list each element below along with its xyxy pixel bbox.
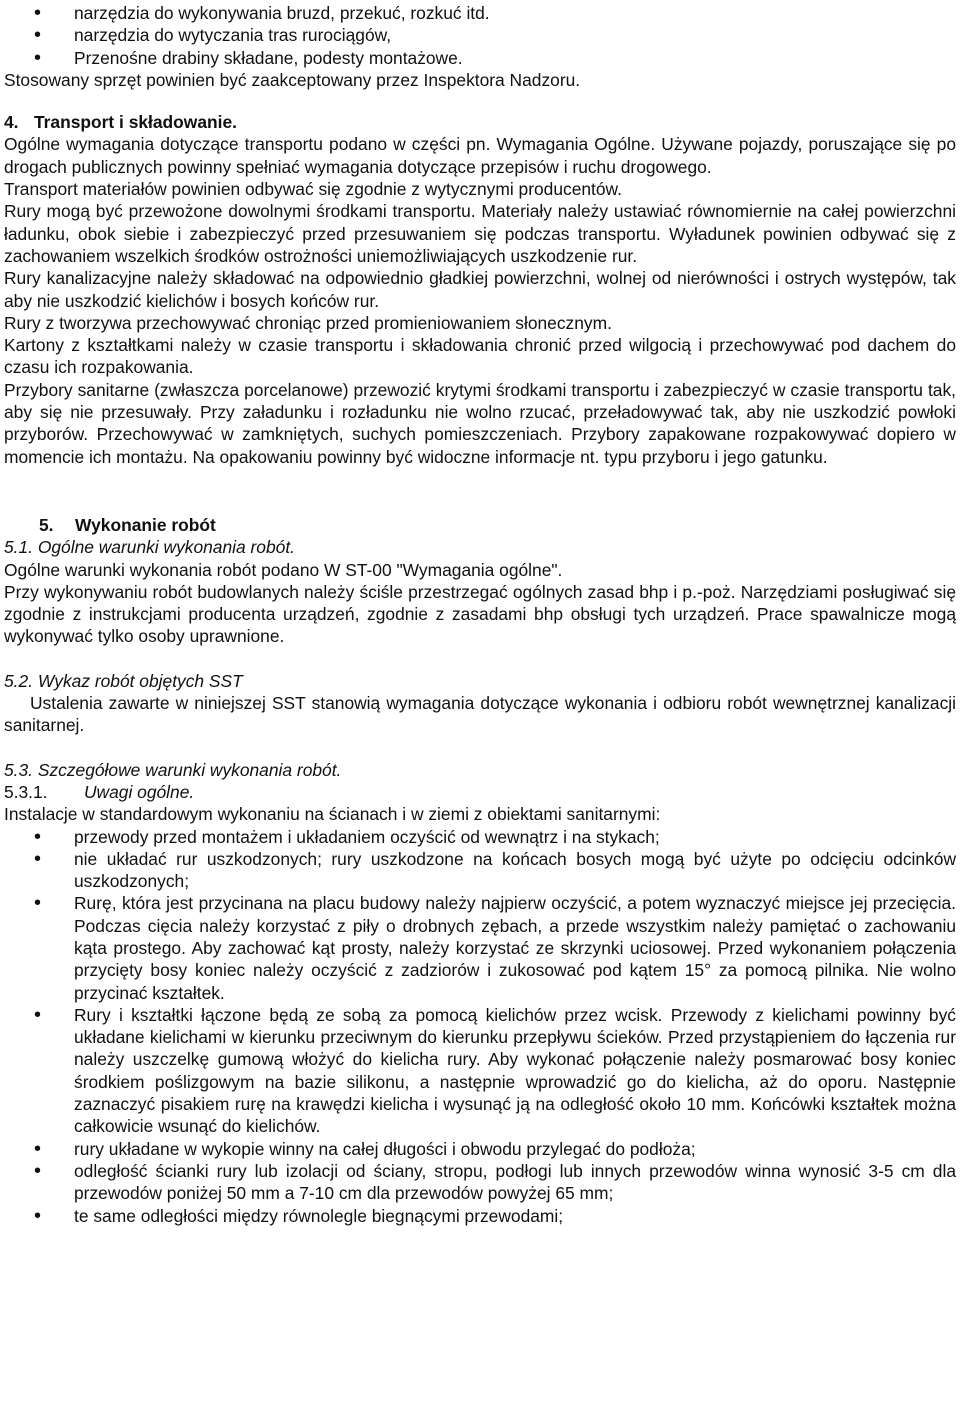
list-item: • odległość ścianki rury lub izolacji od ściany, stropu, podłogi lub innych przewodów winna wynosić 3-5 cm dla przewodów poniżej 50 mm a 7-10 cm dla przewodów powyżej 65 mm; bbox=[4, 1160, 956, 1205]
subsection-5-1-heading: 5.1. Ogólne warunki wykonania robót. bbox=[4, 537, 295, 558]
paragraph: Ustalenia zawarte w niniejszej SST stanowią wymagania dotyczące wykonania i odbioru robót wewnętrznej kanalizacji sanitarnej. bbox=[4, 693, 956, 736]
list-item: • te same odległości między równolegle biegnącymi przewodami; bbox=[4, 1205, 956, 1227]
section-number: 4. bbox=[4, 112, 19, 133]
list-item: • Rurę, która jest przycinana na placu budowy należy najpierw oczyścić, a potem wyznaczyć miejsce jej przecięcia. Podczas cięcia należy korzystać z piły o drobnych zębach, a przede wszystkim należy pamiętać o zachowaniu kąta prostego. Aby zachować kąt prosty, należy korzystać ze skrzynki uciosowej. Przed wykonaniem połączenia przycięty bosy koniec należy oczyścić z zadziorów i zukosować pod kątem 15° za pomocą pilnika. Nie wolno przycinać kształtek. bbox=[4, 892, 956, 1003]
equipment-note: Stosowany sprzęt powinien być zaakceptowany przez Inspektora Nadzoru. bbox=[4, 69, 581, 90]
paragraph: Ogólne wymagania dotyczące transportu podano w części pn. Wymagania Ogólne. Używane pojazdy, poruszające się po drogach publicznych powinny spełniać wymagania dotyczące przepisów i ruchu drogowego. bbox=[4, 134, 956, 177]
paragraph: Transport materiałów powinien odbywać się zgodnie z wytycznymi producentów. bbox=[4, 179, 622, 200]
subsection-5-3-1-heading bbox=[4, 781, 956, 803]
list-item: • przewody przed montażem i układaniem oczyścić od wewnątrz i na stykach; bbox=[4, 826, 956, 848]
section-5-heading bbox=[4, 514, 956, 536]
subsection-number: 5.3.1. bbox=[4, 781, 48, 802]
list-item: • narzędzia do wykonywania bruzd, przekuć, rozkuć itd. bbox=[4, 2, 956, 24]
paragraph: Kartony z kształtkami należy w czasie transportu i składowania chronić przed wilgocią i przechowywać pod dachem do czasu ich rozpakowania. bbox=[4, 335, 956, 378]
installation-rules-list bbox=[4, 826, 956, 1227]
list-item: • Rury i kształtki łączone będą ze sobą za pomocą kielichów przez wcisk. Przewody z kielichami powinny być układane kielichami w kierunku przeciwnym do kierunku przepływu ścieków. Przed przystąpieniem do łączenia rur należy uszczelkę gumową włożyć do kielicha rury. Aby wykonać połączenie należy posmarować bosy koniec środkiem poślizgowym na bazie silikonu, a następnie wprowadzić go do kielicha, aż do oporu. Następnie zaznaczyć pisakiem rurę na krawędzi kielicha i wysunąć ją na odległość około 10 mm. Końcówki kształtek można całkowicie wsunąć do kielichów. bbox=[4, 1004, 956, 1138]
section-title: Wykonanie robót bbox=[75, 514, 216, 535]
section-number: 5. bbox=[39, 514, 54, 535]
paragraph: Instalacje w standardowym wykonaniu na ścianach i w ziemi z obiektami sanitarnymi: bbox=[4, 804, 661, 825]
list-item: • narzędzia do wytyczania tras rurociągów, bbox=[4, 24, 956, 46]
section-4-heading bbox=[4, 111, 956, 133]
section-title: Transport i składowanie. bbox=[34, 112, 237, 133]
equipment-list bbox=[4, 2, 956, 69]
paragraph: Ogólne warunki wykonania robót podano W ST-00 "Wymagania ogólne". bbox=[4, 559, 563, 580]
subsection-5-3-heading: 5.3. Szczegółowe warunki wykonania robót. bbox=[4, 759, 342, 780]
paragraph: Rury mogą być przewożone dowolnymi środkami transportu. Materiały należy ustawiać równomiernie na całej powierzchni ładunku, obok siebie i zabezpieczyć przed przesuwaniem się podczas transportu. Wyładunek powinien odbywać się z zachowaniem wszelkich środków ostrożności uniemożliwiających uszkodzenie rur. bbox=[4, 201, 956, 266]
subsection-5-2-heading: 5.2. Wykaz robót objętych SST bbox=[4, 670, 243, 691]
paragraph: Przybory sanitarne (zwłaszcza porcelanowe) przewozić krytymi środkami transportu i zabezpieczyć w czasie transportu tak, aby się nie przesuwały. Przy załadunku i rozładunku nie wolno rzucać, przeładowywać tak, aby nie uszkodzić powłoki przyborów. Przechowywać w zamkniętych, suchych pomieszczeniach. Przybory zapakowane rozpakowywać dopiero w momencie ich montażu. Na opakowaniu powinny być widoczne informacje nt. typu przyboru i jego gatunku. bbox=[4, 379, 956, 467]
document-page bbox=[4, 0, 956, 1227]
paragraph: Rury kanalizacyjne należy składować na odpowiednio gładkiej powierzchni, wolnej od nierówności i ostrych występów, tak aby nie uszkodzić kielichów i bosych końców rur. bbox=[4, 268, 956, 311]
subsection-title: Uwagi ogólne. bbox=[84, 781, 195, 802]
list-item: • Przenośne drabiny składane, podesty montażowe. bbox=[4, 47, 956, 69]
list-item: • rury układane w wykopie winny na całej długości i obwodu przylegać do podłoża; bbox=[4, 1138, 956, 1160]
paragraph: Przy wykonywaniu robót budowlanych należy ściśle przestrzegać ogólnych zasad bhp i p.-poż. Narzędziami posługiwać się zgodnie z instrukcjami producenta urządzeń, zgodnie z zasadami bhp obsługi tych urządzeń. Prace spawalnicze mogą wykonywać tylko osoby uprawnione. bbox=[4, 581, 956, 647]
list-item: • nie układać rur uszkodzonych; rury uszkodzone na końcach bosych mogą być użyte po odcięciu odcinków uszkodzonych; bbox=[4, 848, 956, 893]
paragraph: Rury z tworzywa przechowywać chroniąc przed promieniowaniem słonecznym. bbox=[4, 312, 612, 333]
